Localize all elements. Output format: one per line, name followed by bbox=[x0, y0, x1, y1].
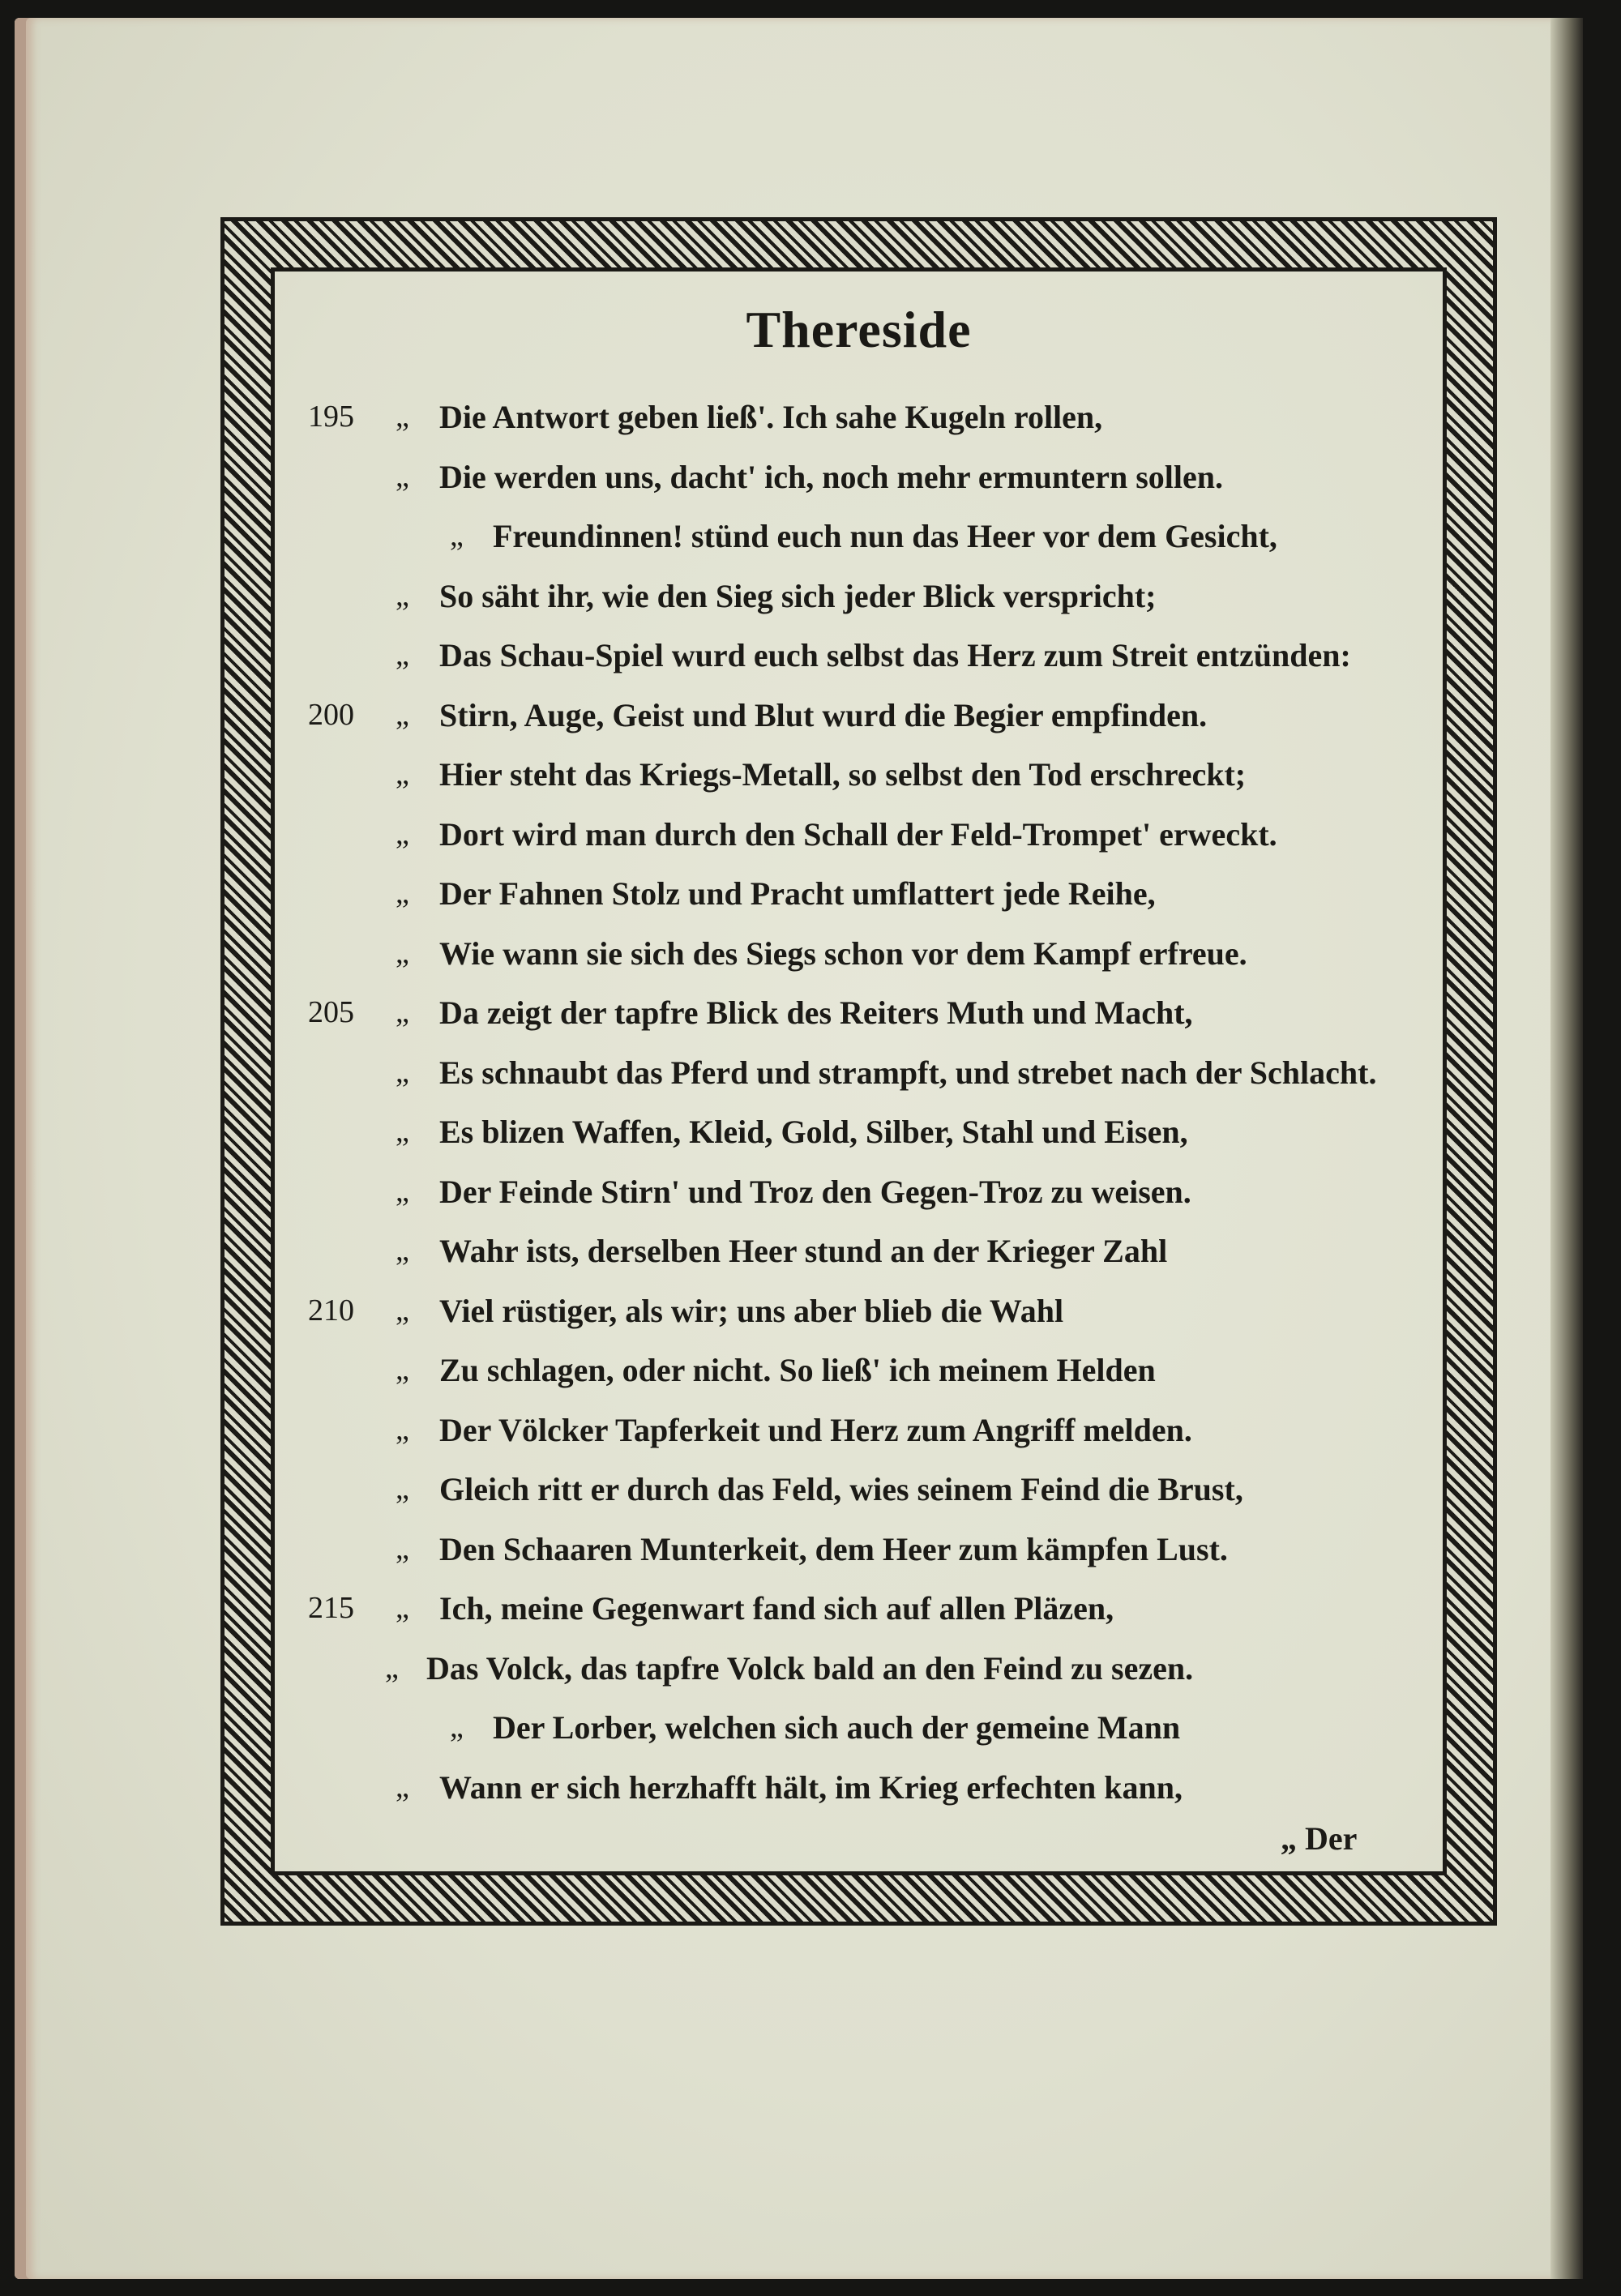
verse-text: Das Volck, das tapfre Volck bald an den Feind zu sezen. bbox=[426, 1649, 1194, 1687]
quote-mark: „ bbox=[396, 1114, 409, 1148]
verse-text: Der Lorber, welchen sich auch der gemeine Mann bbox=[493, 1709, 1181, 1746]
verse-line bbox=[308, 924, 1443, 984]
verse-text: Hier steht das Kriegs-Metall, so selbst den Tod erschreckt; bbox=[439, 756, 1247, 793]
verse-line bbox=[308, 387, 1443, 447]
running-title: Thereside bbox=[746, 301, 972, 358]
quote-mark: „ bbox=[396, 697, 409, 732]
verse-line bbox=[308, 1162, 1443, 1222]
verse-line bbox=[308, 1579, 1443, 1639]
verse-line bbox=[308, 805, 1443, 865]
verse-line bbox=[308, 1460, 1443, 1520]
verse-text: Viel rüstiger, als wir; uns aber blieb die Wahl bbox=[439, 1292, 1064, 1329]
verse-line bbox=[308, 983, 1443, 1043]
quote-mark: „ bbox=[396, 1054, 409, 1089]
verse-text: Der Völcker Tapferkeit und Herz zum Angriff melden. bbox=[439, 1411, 1192, 1448]
verse-line bbox=[308, 686, 1443, 746]
verse-line bbox=[308, 447, 1443, 507]
verse-text: Zu schlagen, oder nicht. So ließ' ich meinem Helden bbox=[439, 1352, 1156, 1388]
quote-mark: „ bbox=[396, 816, 409, 851]
quote-mark: „ bbox=[396, 578, 409, 613]
quote-mark: „ bbox=[450, 519, 464, 553]
verse-text: Freundinnen! stünd euch nun das Heer vor dem Gesicht, bbox=[493, 518, 1277, 554]
verse-text: Dort wird man durch den Schall der Feld-Trompet' erweckt. bbox=[439, 815, 1277, 853]
verse-line bbox=[308, 567, 1443, 626]
line-number: 210 bbox=[308, 1293, 354, 1328]
verse-text: Die werden uns, dacht' ich, noch mehr ermuntern sollen. bbox=[439, 458, 1224, 495]
verse-text: Die Antwort geben ließ'. Ich sahe Kugeln rollen, bbox=[439, 399, 1103, 435]
verse-text: Der Feinde Stirn' und Troz den Gegen-Troz zu weisen. bbox=[439, 1173, 1191, 1210]
verse-line bbox=[308, 507, 1443, 567]
quote-mark: „ bbox=[396, 935, 409, 970]
quote-mark: „ bbox=[396, 638, 409, 672]
line-number: 195 bbox=[308, 400, 354, 434]
verse-line bbox=[308, 1281, 1443, 1341]
verse-text: Wahr ists, derselben Heer stund an der Krieger Zahl bbox=[439, 1233, 1168, 1269]
quote-mark: „ bbox=[396, 1591, 409, 1625]
quote-mark: „ bbox=[396, 1234, 409, 1268]
verse-text: Wann er sich herzhafft hält, im Krieg erfechten kann, bbox=[439, 1768, 1183, 1806]
catchword: „ Der bbox=[1281, 1820, 1358, 1857]
verse-line bbox=[308, 745, 1443, 805]
quote-mark: „ bbox=[396, 1174, 409, 1208]
verse-text: Den Schaaren Munterkeit, dem Heer zum kämpfen Lust. bbox=[439, 1530, 1228, 1567]
verse-line bbox=[308, 626, 1443, 686]
book-gutter bbox=[1550, 18, 1583, 2279]
verse-line bbox=[308, 1102, 1443, 1162]
line-number: 215 bbox=[308, 1591, 354, 1625]
verse-text: Es blizen Waffen, Kleid, Gold, Silber, Stahl und Eisen, bbox=[439, 1114, 1188, 1150]
verse-text: Das Schau-Spiel wurd euch selbst das Herz zum Streit entzünden: bbox=[439, 637, 1351, 673]
verse-text: Ich, meine Gegenwart fand sich auf allen Pläzen, bbox=[439, 1590, 1114, 1627]
line-number: 200 bbox=[308, 697, 354, 732]
quote-mark: „ bbox=[396, 995, 409, 1029]
quote-mark: „ bbox=[396, 1412, 409, 1447]
quote-mark: „ bbox=[450, 1710, 464, 1744]
verse-text: Stirn, Auge, Geist und Blut wurd die Begier empfinden. bbox=[439, 696, 1208, 733]
verse-text: Der Fahnen Stolz und Pracht umflattert jede Reihe, bbox=[439, 875, 1156, 912]
quote-mark: „ bbox=[396, 1472, 409, 1506]
verse-line bbox=[308, 864, 1443, 924]
verse-line bbox=[308, 1520, 1443, 1580]
verse-line bbox=[308, 1340, 1443, 1400]
verse-line bbox=[308, 1758, 1443, 1818]
verse-line bbox=[308, 1639, 1443, 1699]
verse-text: Gleich ritt er durch das Feld, wies seinem Feind die Brust, bbox=[439, 1471, 1243, 1507]
verse-text: Es schnaubt das Pferd und strampft, und strebet nach der Schlacht. bbox=[439, 1054, 1377, 1091]
verse-line bbox=[308, 1698, 1443, 1758]
verse-text: Wie wann sie sich des Siegs schon vor dem Kampf erfreue. bbox=[439, 934, 1247, 972]
quote-mark: „ bbox=[396, 876, 409, 910]
verse-text: Da zeigt der tapfre Blick des Reiters Muth und Macht, bbox=[439, 994, 1193, 1031]
quote-mark: „ bbox=[396, 757, 409, 791]
verse-line bbox=[308, 1400, 1443, 1460]
quote-mark: „ bbox=[396, 1531, 409, 1566]
line-number: 205 bbox=[308, 995, 354, 1029]
quote-mark: „ bbox=[396, 400, 409, 434]
verse-line bbox=[308, 1043, 1443, 1103]
verse-text: So säht ihr, wie den Sieg sich jeder Blick verspricht; bbox=[439, 577, 1157, 614]
verse-line bbox=[308, 1221, 1443, 1281]
quote-mark: „ bbox=[396, 1353, 409, 1387]
quote-mark: „ bbox=[396, 1293, 409, 1328]
quote-mark: „ bbox=[385, 1650, 399, 1685]
quote-mark: „ bbox=[396, 1769, 409, 1804]
verse-block bbox=[308, 387, 1443, 1817]
quote-mark: „ bbox=[396, 459, 409, 494]
